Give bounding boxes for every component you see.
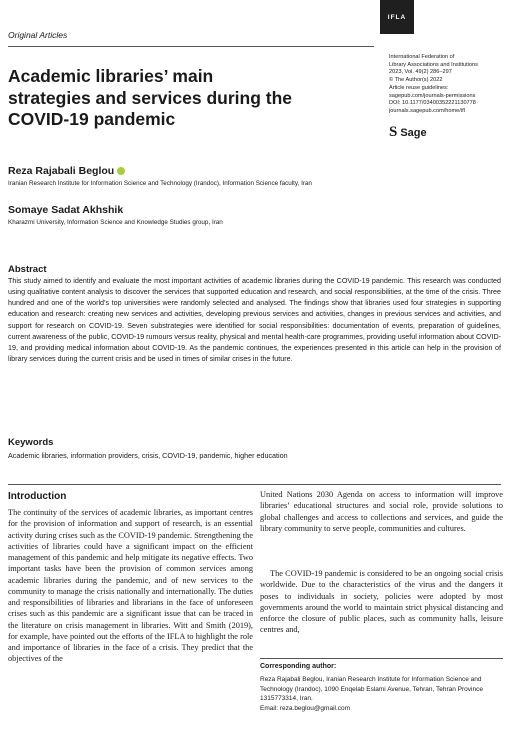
section-divider <box>8 484 501 485</box>
corresponding-author-heading: Corresponding author: <box>260 663 337 670</box>
keywords-text: Academic libraries, information providers, crisis, COVID-19, pandemic, higher education <box>8 451 288 460</box>
permissions-link[interactable]: sagepub.com/journals-permissions <box>389 92 476 99</box>
introduction-left-column: The continuity of the services of academic libraries, as important centres for the provision of information and support of research, is an essential activity during crises such as the COVID-19 pandemic. Strengthening the activities of libraries could have a significant impact on the efficient management of this pandemic and help mitigate its negative effects. Two important tasks have been the provision of common services among academic libraries during the pandemic, and of new services to the community to manage the crisis nationally and internationally. The duties and responsibilities of libraries and librarians in the face of unforeseen crises such as this pandemic are a significant issue that can be traced in the literature on crisis management in libraries. Witt and Smith (2019), for example, have pointed out the efforts of the IFLA to highlight the role and importance of libraries in the face of a crisis. They predict that the objectives of the <box>8 508 253 664</box>
sage-logo <box>389 125 427 140</box>
abstract-text: This study aimed to identify and evaluate the most important activities of academic libraries during the COVID-19 pandemic. This research was conducted using qualitative content analysis to discover the services that supported education and research, and social responsibilities, at the time of the crisis. Three hundred and one of the world’s top universities were randomly selected and analysed. The findings show that libraries used four strategies in supporting education and research: creating new services and activities, developing previous services and activities, changes in previous services and activities, and support for research on COVID-19. Seven substrategies were identified for social responsibilities: documentation of events, preparation of guidelines, current awareness of the public, COVID-19 rumours versus reality, physical and mental health-care programmes, providing useful information about COVID-19, and providing medical information about COVID-19. As the pandemic continues, the experiences presented in this article can help in the provision of library services during the current crisis and be used in times of similar crises in the future. <box>8 277 501 364</box>
introduction-heading: Introduction <box>8 491 67 502</box>
abstract-heading: Abstract <box>8 264 47 275</box>
ifla-logo: IFLA <box>380 0 414 34</box>
keywords-heading: Keywords <box>8 437 54 448</box>
corresponding-author-details <box>260 675 503 713</box>
journal-info <box>389 54 505 116</box>
doi-link[interactable]: DOI: 10.1177/03400352221130778 <box>389 100 476 107</box>
author-1-name: Reza Rajabali Beglou <box>8 165 115 177</box>
corresponding-author-email[interactable]: Email: reza.beglou@gmail.com <box>260 704 351 712</box>
author-1 <box>8 165 125 177</box>
journal-home-link[interactable]: journals.sagepub.com/home/ifl <box>389 107 465 114</box>
author-2-affiliation: Kharazmi University, Information Science and Knowledge Studies group, Iran <box>8 219 223 226</box>
section-label: Original Articles <box>8 30 68 40</box>
correspondence-divider <box>260 658 503 659</box>
journal-info-line: © The Author(s) 2022 <box>389 77 443 84</box>
author-1-affiliation: Iranian Research Institute for Information Science and Technology (Irandoc), Information Science faculty, Iran <box>8 180 312 187</box>
article-title: Academic libraries’ main strategies and services during the COVID-19 pandemic <box>8 66 292 129</box>
journal-info-line: 2023, Vol. 49(2) 286–297 <box>389 69 452 76</box>
introduction-right-paragraph-1: United Nations 2030 Agenda on access to information will improve libraries’ educational structures and social role, provide solutions to global challenges and access to collections and services, and guide the library community to serve people, communities and cultures. <box>260 490 503 533</box>
introduction-right-paragraph-2: The COVID-19 pandemic is considered to be an ongoing social crisis worldwide. Due to the characteristics of the virus and the dangers it poses to individuals in society, policies were adopted by most governments around the world to maintain strict physical distancing and enforce the closure of public places, such as community halls, leisure centres and, <box>260 569 503 635</box>
corresponding-author-address: Reza Rajabali Beglou, Iranian Research Institute for Information Science and Technology (Irandoc), 1090 Enqelab Eslami Avenue, Tehran, Tehran Province 1315773314, Iran. <box>260 676 483 702</box>
author-2-name: Somaye Sadat Akhshik <box>8 204 124 216</box>
header-divider <box>8 46 374 47</box>
sage-logo-text: Sage <box>400 126 427 139</box>
journal-info-line: International Federation of <box>389 54 455 60</box>
journal-info-line: Library Associations and Institutions <box>389 61 478 68</box>
sage-s-icon: S <box>389 124 398 140</box>
orcid-icon[interactable] <box>117 167 125 175</box>
journal-info-line: Article reuse guidelines: <box>389 84 449 91</box>
